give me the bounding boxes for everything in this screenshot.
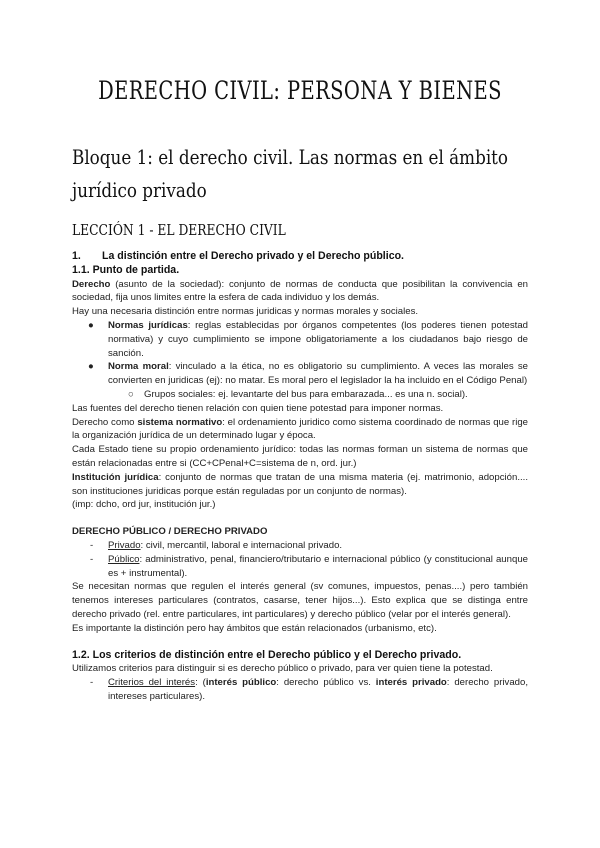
document-body <box>72 250 528 704</box>
paragraph-estado: Cada Estado tiene su propio ordenamiento jurídico: todas las normas forman un sistema de normas que están relacionadas entre si (CC+CPenal+C=sistema de n, ord. jur.) <box>72 444 528 469</box>
paragraph-distincion: Hay una necesaria distinción entre normas juridicas y normas morales y sociales. <box>72 306 419 318</box>
dash-item <box>72 539 528 553</box>
sub-list-item <box>72 388 528 402</box>
block-heading: Bloque 1: el derecho civil. Las normas en el ámbito jurídico privado <box>72 146 509 202</box>
term-norma-moral: Norma moral <box>108 361 169 373</box>
circle-bullet-icon: ○ <box>128 388 134 400</box>
section-1-2-heading: 1.2. Los criterios de distinción entre el Derecho público y el Derecho privado. <box>72 648 462 661</box>
lesson-heading: LECCIÓN 1 - EL DERECHO CIVIL <box>72 221 286 239</box>
section-1-number: 1. <box>72 250 81 262</box>
dash-item <box>72 676 528 704</box>
list-item-text: : vinculado a la ética, no es obligatorio su cumplimiento. A veces las morales se convierten en juridicas (ej): no matar. Es moral pero el legislador la ha incluido en el Código Penal) <box>108 361 528 387</box>
dash-item-text: : ( <box>195 677 206 689</box>
dash-icon: - <box>90 553 94 565</box>
paragraph-criterios: Utilizamos criterios para distinguir si es derecho público o privado, para ver quien tiene la potestad. <box>72 663 493 675</box>
list-item-text: : reglas establecidas por órganos competentes (los poderes tienen potestad normativa) y cuyo cumplimiento se impone obligatoriamente a los ciudadanos bajo riesgo de sanción. <box>108 319 528 359</box>
term-institucion-juridica: Institución jurídica <box>72 471 159 483</box>
paragraph-derecho <box>72 278 528 306</box>
dash-icon: - <box>90 539 94 551</box>
dash-item-text: : civil, mercantil, laboral e internacional privado. <box>140 539 343 551</box>
bullet-icon: ● <box>88 319 94 331</box>
term-derecho: Derecho <box>72 278 111 290</box>
term-sistema-normativo: sistema normativo <box>137 416 223 428</box>
dash-item-text: : administrativo, penal, financiero/tributario e internacional público (y constitucional aunque es + instrumental). <box>108 553 528 579</box>
dash-item-text: : derecho privado, intereses particulares). <box>108 677 529 702</box>
term-publico: Público <box>108 553 140 565</box>
paragraph-fuentes: Las fuentes del derecho tienen relación con quien tiene potestad para imponer normas. <box>72 402 444 414</box>
paragraph-text: : conjunto de normas que tratan de una misma materia (ej. matrimonio, adopción.... son instituciones juridicas porque están reguladas por un conjunto de normas). <box>72 471 528 497</box>
term-normas-juridicas: Normas jurídicas <box>108 319 188 331</box>
paragraph-ambitos: Es importante la distinción pero hay ámbitos que están relacionados (urbanismo, etc). <box>72 622 437 634</box>
paragraph-institucion <box>72 471 528 499</box>
term-criterios-interes: Criterios del interés <box>108 677 196 689</box>
list-item <box>72 319 528 360</box>
paragraph-sistema-normativo <box>72 416 528 444</box>
dash-item-text: : derecho público vs. <box>276 677 376 689</box>
paragraph-imp: (imp: dcho, ord jur, institución jur.) <box>72 499 216 511</box>
document-title: DERECHO CIVIL: PERSONA Y BIENES <box>98 76 502 105</box>
sub-list-item-text: Grupos sociales: ej. levantarte del bus para embarazada... es una n. social). <box>144 388 468 400</box>
term-interes-privado: interés privado <box>375 677 447 689</box>
section-1-1-heading: 1.1. Punto de partida. <box>72 263 180 276</box>
paragraph-text: Derecho como <box>72 416 138 428</box>
bullet-icon: ● <box>88 361 94 373</box>
dash-icon: - <box>90 677 94 689</box>
dash-item <box>72 553 528 581</box>
section-1-title: La distinción entre el Derecho privado y el Derecho público. <box>102 250 404 262</box>
section-1-heading <box>72 250 528 264</box>
list-item <box>72 360 528 388</box>
term-interes-publico: interés público <box>205 677 277 689</box>
heading-publico-privado: DERECHO PÚBLICO / DERECHO PRIVADO <box>72 526 268 538</box>
paragraph-text: (asunto de la sociedad): conjunto de normas de conducta que posibilitan la convivencia en sociedad, fija unos limites entre la esfera de cada individuo y los demás. <box>72 278 528 304</box>
paragraph-intereses: Se necesitan normas que regulen el interés general (sv comunes, impuestos, penas....) pero también tenemos intereses particulares (contratos, casarse, tener hijos...). Esto explica que se distinga entre derecho privado (rel. entre particulares, int particulares) y derecho público (velar por el interés general). <box>72 581 528 620</box>
term-privado: Privado <box>108 539 141 551</box>
paragraph-text: : el ordenamiento juridico como sistema coordinado de normas que rige la organización jurídica de un determinado lugar y época. <box>72 416 528 442</box>
